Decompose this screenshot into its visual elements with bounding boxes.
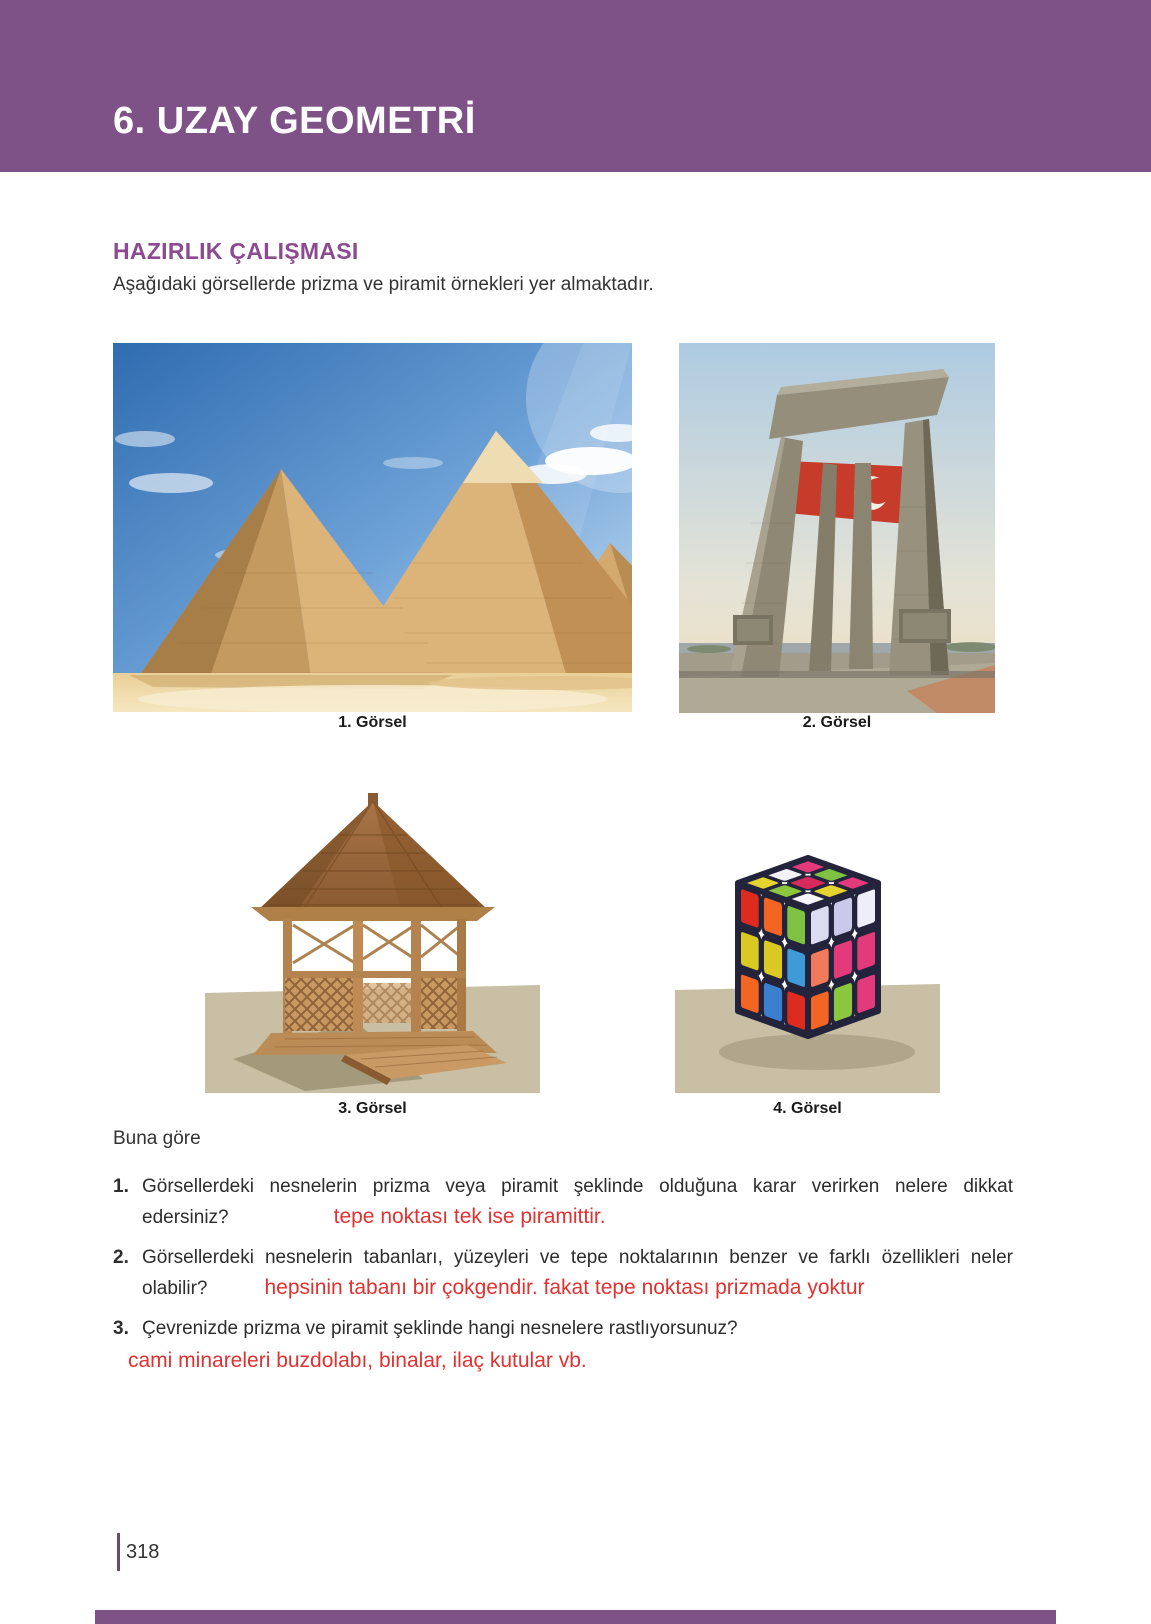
figure-gazebo	[205, 787, 540, 1093]
page-number: 318	[126, 1541, 160, 1563]
question-3-text: Çevrenizde prizma ve piramit şeklinde hangi nesnelere rastlıyorsunuz?	[142, 1318, 738, 1339]
question-3	[113, 1314, 1013, 1377]
figure-rubiks-cube	[675, 800, 940, 1093]
question-2-answer: hepsinin tabanı bir çokgendir. fakat tepe noktası prizmada yoktur	[264, 1276, 865, 1299]
question-1-text-cont: edersiniz?	[142, 1207, 229, 1228]
rubiks-cube-photo	[675, 800, 940, 1093]
question-1	[113, 1172, 1013, 1233]
question-1-answer: tepe noktası tek ise piramittir.	[333, 1205, 606, 1228]
lead-in-text: Buna göre	[113, 1128, 201, 1149]
footer-band	[95, 1610, 1056, 1624]
pyramids-photo	[113, 343, 632, 712]
chapter-header-band	[0, 0, 1151, 172]
figure-caption-3: 3. Görsel	[338, 1100, 407, 1117]
section-intro: Aşağıdaki görsellerde prizma ve piramit örnekleri yer almaktadır.	[113, 274, 654, 295]
figure-caption-1: 1. Görsel	[338, 714, 407, 731]
question-2-text-cont: olabilir?	[142, 1278, 208, 1299]
figure-caption-4: 4. Görsel	[773, 1100, 842, 1117]
figure-caption-2: 2. Görsel	[802, 714, 872, 731]
figure-memorial	[679, 343, 995, 713]
figure-pyramids	[113, 343, 632, 712]
section-title: HAZIRLIK ÇALIŞMASI	[113, 238, 359, 264]
question-2-text: Görsellerdeki nesnelerin tabanları, yüzeyleri ve tepe noktalarının benzer ve farklı özellikleri neler	[142, 1247, 1013, 1268]
question-2-number: 2.	[113, 1247, 129, 1268]
gazebo-photo	[205, 787, 540, 1093]
page-number-bar	[117, 1533, 120, 1571]
question-3-answer: cami minareleri buzdolabı, binalar, ilaç kutular vb.	[128, 1349, 587, 1372]
question-1-number: 1.	[113, 1176, 129, 1197]
memorial-photo	[679, 343, 995, 713]
chapter-title: 6. UZAY GEOMETRİ	[113, 100, 476, 142]
question-1-text: Görsellerdeki nesnelerin prizma veya piramit şeklinde olduğuna karar verirken nelere dikkat	[142, 1176, 1013, 1197]
question-3-number: 3.	[113, 1318, 129, 1339]
question-2	[113, 1243, 1013, 1304]
